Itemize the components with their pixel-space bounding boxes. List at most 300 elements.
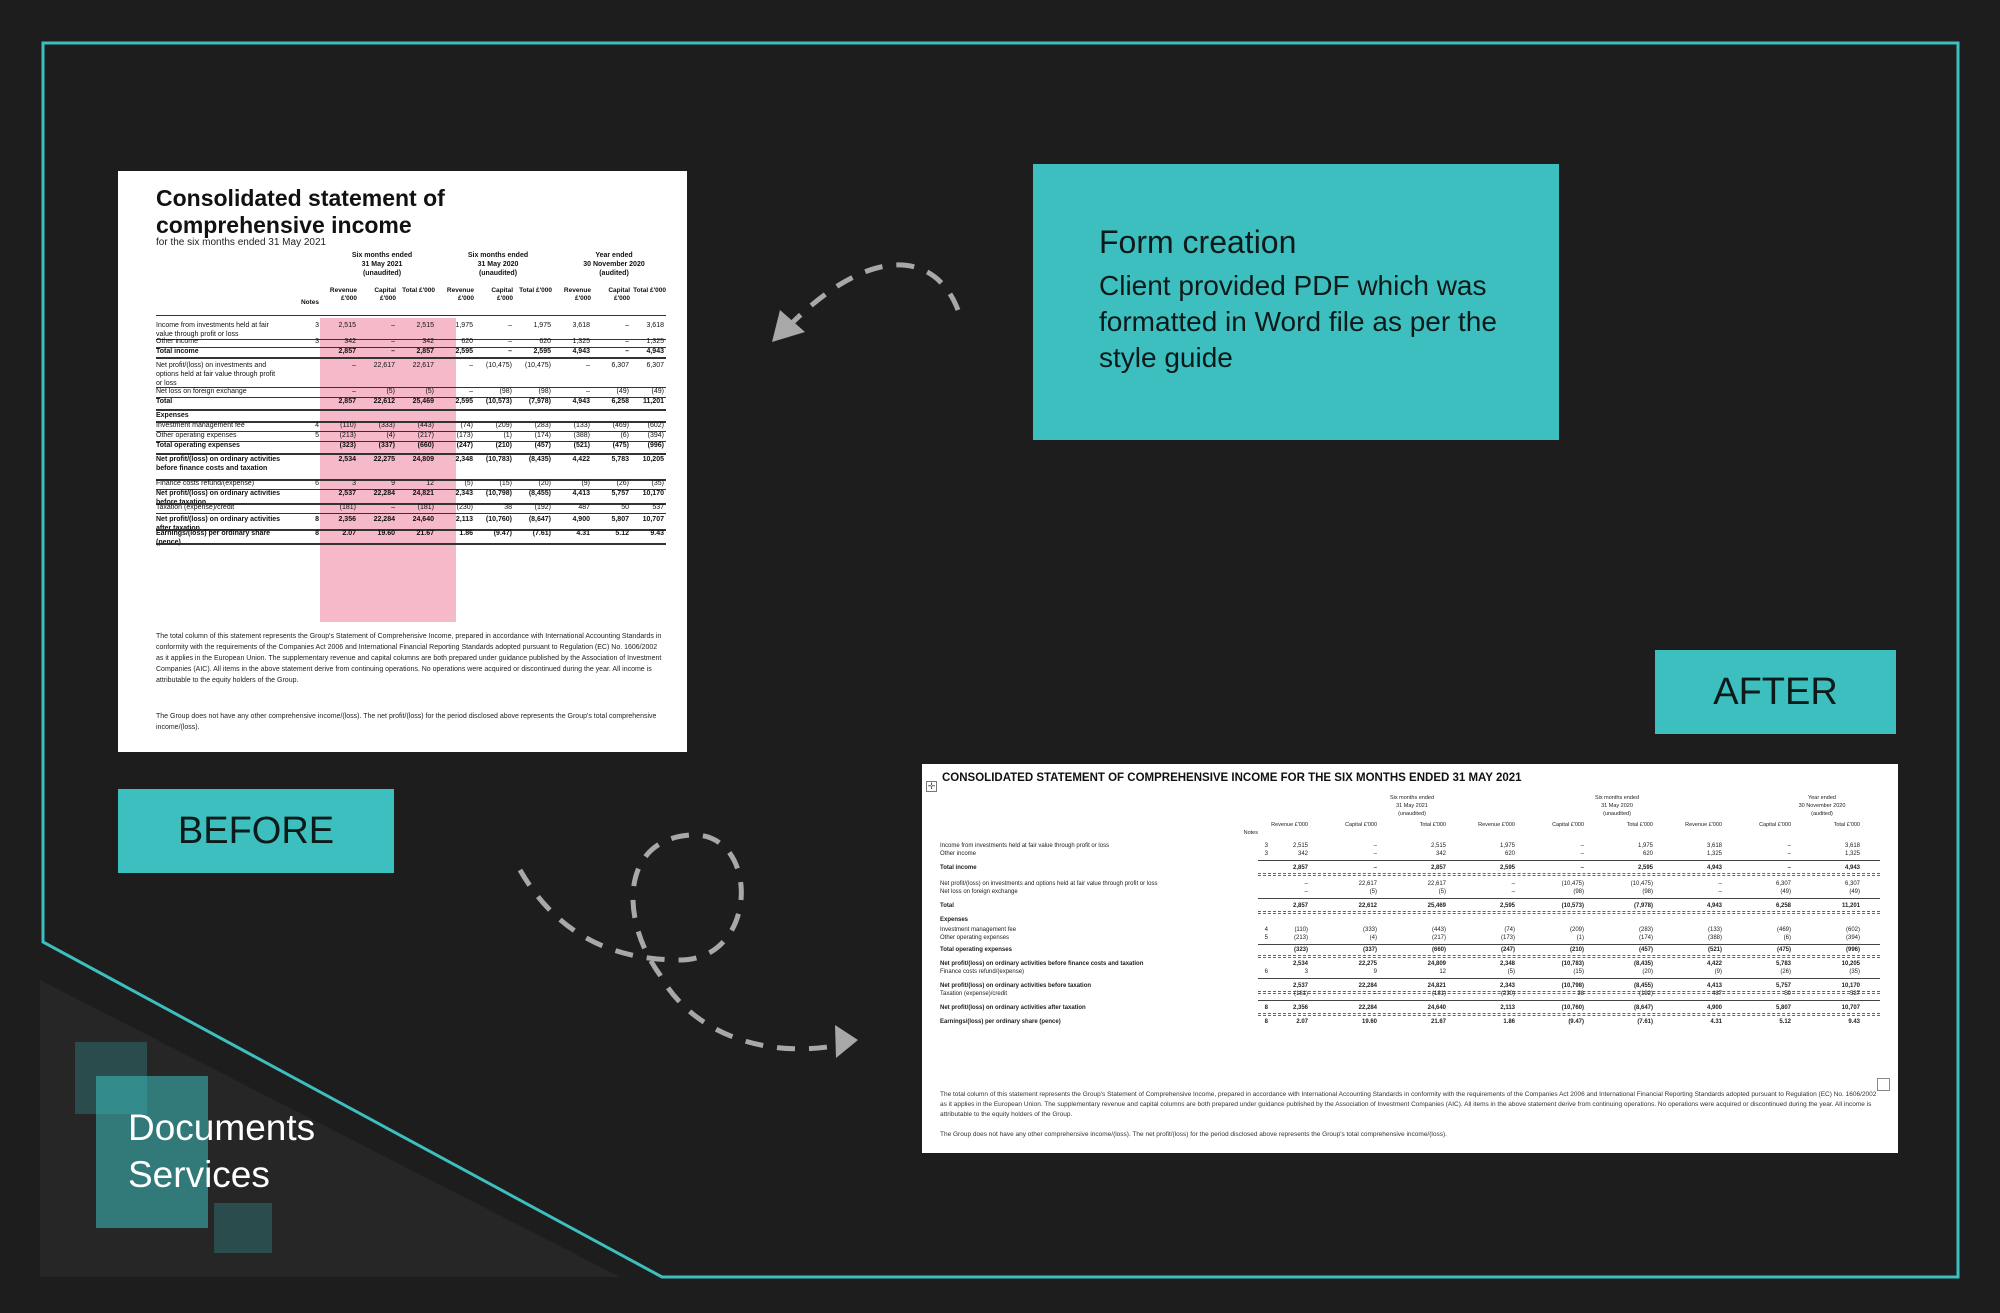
after-label: AFTER xyxy=(1655,650,1896,734)
row-value: (5) xyxy=(464,480,473,487)
after-doc-title: CONSOLIDATED STATEMENT OF COMPREHENSIVE INCOME FOR THE SIX MONTHS ENDED 31 MAY 2021 xyxy=(942,772,1522,784)
row-value: (8,435) xyxy=(528,456,551,463)
row-value: 537 xyxy=(652,504,664,511)
row-value: 3 xyxy=(352,480,356,487)
row-value: (74) xyxy=(1504,927,1515,933)
after-group-1-line1: Six months ended xyxy=(1389,795,1435,801)
row-value: (602) xyxy=(647,422,664,429)
row-value: (4) xyxy=(386,432,395,439)
table-row xyxy=(156,455,666,479)
row-value: – xyxy=(352,362,356,369)
table-row xyxy=(940,902,1880,910)
row-value: 38 xyxy=(504,504,512,511)
row-value: 487 xyxy=(578,504,590,511)
row-value: (475) xyxy=(612,442,629,449)
row-value: (5) xyxy=(425,388,434,395)
row-value: (217) xyxy=(1431,935,1446,941)
row-value: (9) xyxy=(581,480,590,487)
row-value: (996) xyxy=(1845,947,1860,953)
after-footnote-1: The total column of this statement represents the Group's Statement of Comprehensive Income, prepared in accordance with International Accounting Standards in conformity with the requirements of the Companies Act 2006 and International Financial Reporting Standards adopted pursuant to Regulation (EC) No. 1606/2002 as it applies in the European Union. The supplementary revenue and capital columns are both prepared under guidance published by the Association of Investment Companies (AIC). All items in the above statement derive from continuing operations. No operations were acquired or discontinued during the year. All income is attributable to the equity holders of the Group. xyxy=(940,1091,1877,1118)
table-row xyxy=(940,946,1880,954)
before-footnote-1: The total column of this statement represents the Group's Statement of Comprehensive Income, prepared in accordance with International Accounting Standards in conformity with the requirements of the Companies Act 2006 and International Financial Reporting Standards adopted pursuant to Regulation (EC) No. 1606/2002 as it applies in the European Union. The supplementary revenue and capital columns are both prepared under guidance published by the Association of Investment Companies (AIC). All items in the above statement derive from continuing operations. No operations were acquired or discontinued during the year. All income is attributable to the equity holders of the Group. xyxy=(156,633,662,684)
row-value: 4,413 xyxy=(572,490,590,497)
table-row xyxy=(156,515,666,529)
row-value: – xyxy=(1787,851,1791,857)
before-col-header: Capital £'000 xyxy=(608,287,630,302)
table-row xyxy=(156,431,666,441)
row-value: (230) xyxy=(456,504,473,511)
row-value: (323) xyxy=(1293,947,1308,953)
before-group-1-line2: 31 May 2021 xyxy=(361,261,403,268)
row-value: (443) xyxy=(417,422,434,429)
row-value: 24,809 xyxy=(412,456,434,463)
row-label: Net profit/(loss) on ordinary activities xyxy=(156,516,281,523)
after-group-1-line2: 31 May 2021 xyxy=(1396,803,1428,809)
row-value: 537 xyxy=(1849,991,1860,997)
after-group-3-line2: 30 November 2020 xyxy=(1798,803,1846,809)
row-value: 2,595 xyxy=(455,398,473,405)
row-value: 342 xyxy=(1435,851,1446,857)
row-value: 24,640 xyxy=(412,516,434,523)
row-value: – xyxy=(508,338,512,345)
row-value: (35) xyxy=(651,480,664,487)
row-label: Other operating expenses xyxy=(940,935,1010,941)
row-value: 2,595 xyxy=(1637,865,1653,871)
row-value: 620 xyxy=(539,338,551,345)
table-row xyxy=(156,387,666,397)
row-value: – xyxy=(469,362,473,369)
row-value: (8,455) xyxy=(1633,983,1653,989)
row-value: – xyxy=(1511,881,1515,887)
row-value: 5,783 xyxy=(1775,961,1791,967)
after-col-header: Total £'000 xyxy=(1833,822,1860,828)
table-row xyxy=(940,926,1880,934)
row-value: 10,205 xyxy=(1841,961,1860,967)
row-divider xyxy=(156,357,666,359)
row-value: 22,617 xyxy=(412,362,434,369)
row-value: 10,170 xyxy=(1841,983,1860,989)
row-value: (49) xyxy=(616,388,629,395)
row-value: – xyxy=(1304,881,1308,887)
row-note: 8 xyxy=(1264,1005,1268,1011)
row-value: 24,821 xyxy=(412,490,434,497)
row-label: Earnings/(loss) per ordinary share (pence) xyxy=(940,1019,1061,1025)
after-group-3-line1: Year ended xyxy=(1808,795,1836,801)
row-value: 2,348 xyxy=(1499,961,1515,967)
row-value: 4,943 xyxy=(1706,865,1722,871)
info-title: Form creation xyxy=(1099,224,1297,260)
row-note: 5 xyxy=(315,432,319,439)
row-value: (8,647) xyxy=(1633,1005,1653,1011)
table-row xyxy=(940,864,1880,872)
row-label: Expenses xyxy=(940,917,969,923)
row-value: (5) xyxy=(1438,889,1446,895)
row-value: – xyxy=(508,322,512,329)
row-value: (8,435) xyxy=(1633,961,1653,967)
row-note: 8 xyxy=(315,530,319,537)
row-value: 19.60 xyxy=(1361,1019,1377,1025)
row-value: 2,515 xyxy=(416,322,434,329)
row-value: 9.43 xyxy=(1848,1019,1860,1025)
row-value: 22,617 xyxy=(373,362,395,369)
row-value: (333) xyxy=(378,422,395,429)
row-value: – xyxy=(1373,991,1377,997)
table-row xyxy=(156,347,666,357)
row-value: – xyxy=(586,388,590,395)
row-value: 2,595 xyxy=(1499,903,1515,909)
table-row xyxy=(940,982,1880,990)
brand-title xyxy=(128,1104,388,1198)
after-col-header: Capital £'000 xyxy=(1759,822,1791,828)
row-value: (49) xyxy=(1849,889,1860,895)
row-value: (10,573) xyxy=(485,398,512,405)
row-value: – xyxy=(625,338,629,345)
after-group-2-line1: Six months ended xyxy=(1594,795,1640,801)
row-value: (49) xyxy=(651,388,664,395)
row-value: 10,205 xyxy=(642,456,664,463)
info-box xyxy=(1033,164,1559,440)
row-value: 10,707 xyxy=(1841,1005,1860,1011)
row-value: 4,422 xyxy=(1706,961,1722,967)
row-value: 1,975 xyxy=(533,322,551,329)
row-label: Investment management fee xyxy=(156,422,245,429)
double-underline-rule xyxy=(1258,911,1880,914)
row-value: (247) xyxy=(1500,947,1515,953)
table-row xyxy=(940,934,1880,942)
row-label: Net profit/(loss) on investments and options held at fair value through profit or loss xyxy=(156,362,276,387)
row-value: 21.67 xyxy=(416,530,434,537)
after-footnote-2: The Group does not have any other comprehensive income/(loss). The net profit/(loss) for the period disclosed above represents the Group's total comprehensive income/(loss). xyxy=(940,1131,1447,1138)
row-value: – xyxy=(1373,843,1377,849)
row-value: – xyxy=(391,348,395,355)
after-document xyxy=(922,764,1898,1153)
after-group-2 xyxy=(1572,794,1662,818)
row-value: (35) xyxy=(1849,969,1860,975)
row-value: 1,325 xyxy=(1844,851,1860,857)
table-row xyxy=(940,1018,1880,1026)
row-value: (15) xyxy=(499,480,512,487)
row-value: 9 xyxy=(391,480,395,487)
after-col-header: Capital £'000 xyxy=(1552,822,1584,828)
row-value: 342 xyxy=(344,338,356,345)
row-value: 3,618 xyxy=(1706,843,1722,849)
row-value: – xyxy=(1580,865,1584,871)
row-value: 24,809 xyxy=(1427,961,1446,967)
row-value: 2.07 xyxy=(342,530,356,537)
row-note: 4 xyxy=(1264,927,1268,933)
row-value: 2,534 xyxy=(338,456,356,463)
row-value: 4,413 xyxy=(1706,983,1722,989)
row-label: Total operating expenses xyxy=(940,947,1012,953)
before-group-3 xyxy=(559,251,669,278)
row-value: 12 xyxy=(426,480,434,487)
row-value: (10,783) xyxy=(485,456,512,463)
before-group-3-line2: 30 November 2020 xyxy=(583,261,645,268)
before-group-2-line2: 31 May 2020 xyxy=(477,261,519,268)
before-doc-subtitle: for the six months ended 31 May 2021 xyxy=(156,237,327,248)
row-value: 342 xyxy=(422,338,434,345)
before-col-header: Total £'000 xyxy=(402,287,435,294)
row-value: (1) xyxy=(503,432,512,439)
after-col-header: Revenue £'000 xyxy=(1478,822,1515,828)
row-value: 5,783 xyxy=(611,456,629,463)
row-label: Net profit/(loss) on ordinary activities before finance costs and taxation xyxy=(156,456,281,472)
row-value: – xyxy=(1580,851,1584,857)
row-value: 3,618 xyxy=(646,322,664,329)
row-value: (49) xyxy=(1780,889,1791,895)
row-value: 4,943 xyxy=(572,398,590,405)
row-label: Total operating expenses xyxy=(156,442,240,449)
table-row xyxy=(156,337,666,347)
row-value: (7.61) xyxy=(1637,1019,1653,1025)
row-value: (4) xyxy=(1369,935,1377,941)
row-label: Other income xyxy=(156,338,199,345)
table-row xyxy=(156,489,666,503)
row-note: 3 xyxy=(315,338,319,345)
row-value: (10,475) xyxy=(524,362,551,369)
after-col-header: Total £'000 xyxy=(1626,822,1653,828)
row-value: (9.47) xyxy=(493,530,512,537)
row-label: Total income xyxy=(156,348,199,355)
row-value: (213) xyxy=(1293,935,1308,941)
row-value: (181) xyxy=(1431,991,1446,997)
row-value: 2,343 xyxy=(1499,983,1515,989)
row-value: (10,783) xyxy=(1561,961,1584,967)
row-value: 4,943 xyxy=(646,348,664,355)
row-value: (7,978) xyxy=(528,398,551,405)
table-row xyxy=(156,397,666,409)
row-value: 2,356 xyxy=(338,516,356,523)
row-value: (173) xyxy=(456,432,473,439)
row-value: (10,475) xyxy=(1561,881,1584,887)
row-label: Total income xyxy=(940,865,977,871)
table-row xyxy=(940,960,1880,968)
row-value: 2,595 xyxy=(533,348,551,355)
row-divider xyxy=(156,543,666,545)
row-value: 6,307 xyxy=(611,362,629,369)
before-col-header: Revenue £'000 xyxy=(563,287,591,302)
row-value: (9.47) xyxy=(1568,1019,1584,1025)
row-value: (388) xyxy=(573,432,590,439)
row-value: (521) xyxy=(573,442,590,449)
row-value: 2,857 xyxy=(416,348,434,355)
table-row xyxy=(940,968,1880,976)
row-value: 1.86 xyxy=(459,530,473,537)
row-value: – xyxy=(1718,889,1722,895)
row-value: – xyxy=(469,388,473,395)
before-col-header: Total £'000 xyxy=(519,287,552,294)
before-label: BEFORE xyxy=(118,789,394,873)
row-value: – xyxy=(1580,843,1584,849)
row-value: 3,618 xyxy=(1844,843,1860,849)
row-value: (10,475) xyxy=(1630,881,1653,887)
row-value: 2,857 xyxy=(1292,903,1308,909)
row-value: 50 xyxy=(621,504,629,511)
row-value: 22,612 xyxy=(1358,903,1377,909)
before-doc-title: Consolidated statement of comprehensive income xyxy=(156,185,445,238)
table-row xyxy=(156,411,666,421)
row-value: – xyxy=(1511,889,1515,895)
row-value: 38 xyxy=(1577,991,1584,997)
row-value: 4,943 xyxy=(1706,903,1722,909)
row-label: Earnings/(loss) per ordinary share xyxy=(156,530,270,537)
row-value: – xyxy=(625,322,629,329)
row-value: (996) xyxy=(647,442,664,449)
row-value: (283) xyxy=(534,422,551,429)
table-row xyxy=(940,1004,1880,1012)
row-value: (283) xyxy=(1638,927,1653,933)
row-value: 2,515 xyxy=(338,322,356,329)
row-value: 22,612 xyxy=(373,398,395,405)
row-value: (10,573) xyxy=(1561,903,1584,909)
row-value: 2,857 xyxy=(1292,865,1308,871)
row-value: – xyxy=(391,322,395,329)
table-row xyxy=(156,503,666,513)
row-value: (6) xyxy=(620,432,629,439)
row-value: (133) xyxy=(573,422,590,429)
row-value: (602) xyxy=(1845,927,1860,933)
row-value: – xyxy=(625,348,629,355)
row-divider xyxy=(156,513,666,514)
row-value: (230) xyxy=(1500,991,1515,997)
row-value: (10,475) xyxy=(485,362,512,369)
row-value: 4.31 xyxy=(1710,1019,1722,1025)
row-value: (457) xyxy=(1638,947,1653,953)
row-value: (475) xyxy=(1776,947,1791,953)
row-label: Taxation (expense)/credit xyxy=(156,504,235,511)
row-value: – xyxy=(1373,865,1377,871)
row-label: Income from investments held at fair value through profit or loss xyxy=(156,322,269,338)
row-value: (9) xyxy=(1714,969,1722,975)
double-underline-rule xyxy=(1258,1013,1880,1016)
row-value: – xyxy=(1373,851,1377,857)
row-value: (6) xyxy=(1783,935,1791,941)
after-notes-header: Notes xyxy=(1243,830,1258,836)
brand-line-2: Services xyxy=(128,1154,270,1195)
row-value: 2,537 xyxy=(338,490,356,497)
row-label: Net profit/(loss) on ordinary activities xyxy=(156,490,281,497)
table-row xyxy=(940,990,1880,998)
row-value: – xyxy=(391,504,395,511)
row-label: Net profit/(loss) on investments and options held at fair value through profit or loss xyxy=(940,881,1158,887)
row-value: 4,943 xyxy=(1844,865,1860,871)
before-notes-header: Notes xyxy=(300,299,319,306)
table-row xyxy=(940,850,1880,858)
table-row xyxy=(940,880,1880,888)
row-value: – xyxy=(352,388,356,395)
table-row xyxy=(156,441,666,453)
row-value: 620 xyxy=(1504,851,1515,857)
row-value: (110) xyxy=(1294,927,1308,933)
row-value: (192) xyxy=(1638,991,1653,997)
row-value: 25,469 xyxy=(1427,903,1446,909)
row-value: 22,617 xyxy=(1427,881,1446,887)
row-value: (174) xyxy=(1638,935,1653,941)
row-value: 2,343 xyxy=(455,490,473,497)
row-value: 2,356 xyxy=(1292,1005,1308,1011)
after-group-2-line3: (unaudited) xyxy=(1603,811,1631,817)
row-value: 4,900 xyxy=(1706,1005,1722,1011)
row-value: 11,201 xyxy=(1841,903,1860,909)
row-value: – xyxy=(1304,889,1308,895)
row-value: (98) xyxy=(1573,889,1584,895)
row-value: (333) xyxy=(1362,927,1377,933)
table-row xyxy=(156,361,666,387)
row-value: (5) xyxy=(1369,889,1377,895)
double-underline-rule xyxy=(1258,873,1880,876)
row-value: 50 xyxy=(1784,991,1791,997)
row-value: (10,798) xyxy=(485,490,512,497)
row-value: 4,422 xyxy=(572,456,590,463)
row-value: (469) xyxy=(612,422,629,429)
table-row xyxy=(156,529,666,543)
row-value: (20) xyxy=(1642,969,1653,975)
table-row xyxy=(940,888,1880,896)
row-value: 2,857 xyxy=(1430,865,1446,871)
row-value: (394) xyxy=(1845,935,1860,941)
row-value: (217) xyxy=(417,432,434,439)
table-row xyxy=(156,479,666,489)
row-note: 8 xyxy=(315,516,319,523)
row-value: 22,284 xyxy=(373,490,395,497)
row-value: 21.67 xyxy=(1430,1019,1446,1025)
row-value: (521) xyxy=(1707,947,1722,953)
row-value: (15) xyxy=(1573,969,1584,975)
row-label: Income from investments held at fair value through profit or loss xyxy=(940,843,1110,849)
table-move-handle-icon[interactable]: ✛ xyxy=(927,781,936,791)
row-value: (1) xyxy=(1576,935,1584,941)
row-value: 620 xyxy=(1642,851,1653,857)
row-value: 6,307 xyxy=(1775,881,1791,887)
brand-line-1: Documents xyxy=(128,1107,316,1148)
before-col-header: Total £'000 xyxy=(633,287,666,294)
row-value: 3,618 xyxy=(572,322,590,329)
row-value: (660) xyxy=(1431,947,1446,953)
row-value: – xyxy=(1718,881,1722,887)
row-value: 2,857 xyxy=(338,398,356,405)
row-value: 5,807 xyxy=(1775,1005,1791,1011)
row-value: 2,537 xyxy=(1292,983,1308,989)
before-header-rule xyxy=(156,315,666,316)
before-group-2-line3: (unaudited) xyxy=(478,270,518,277)
row-value: (74) xyxy=(460,422,473,429)
after-col-header: Revenue £'000 xyxy=(1685,822,1722,828)
before-document xyxy=(118,171,687,752)
row-value: (98) xyxy=(499,388,512,395)
row-value: (110) xyxy=(340,422,356,429)
row-value: (26) xyxy=(1780,969,1791,975)
row-value: (26) xyxy=(616,480,629,487)
after-group-1-line3: (unaudited) xyxy=(1398,811,1426,817)
row-label: Taxation (expense)/credit xyxy=(940,991,1008,997)
row-value: 2,857 xyxy=(338,348,356,355)
row-value: 5.12 xyxy=(1779,1019,1791,1025)
checkbox-icon[interactable] xyxy=(1877,1078,1890,1091)
table-row xyxy=(940,916,1880,924)
before-col-header: Revenue £'000 xyxy=(329,287,357,302)
row-value: (469) xyxy=(1776,927,1791,933)
row-value: (8,647) xyxy=(528,516,551,523)
row-label: Investment management fee xyxy=(940,927,1017,933)
row-value: 487 xyxy=(1711,991,1722,997)
row-value: (181) xyxy=(339,504,356,511)
row-label: Finance costs refund/(expense) xyxy=(940,969,1025,975)
row-value: 22,284 xyxy=(373,516,395,523)
after-col-header: Capital £'000 xyxy=(1345,822,1377,828)
row-value: (337) xyxy=(378,442,395,449)
row-value: (192) xyxy=(534,504,551,511)
row-value: 22,284 xyxy=(1358,1005,1377,1011)
